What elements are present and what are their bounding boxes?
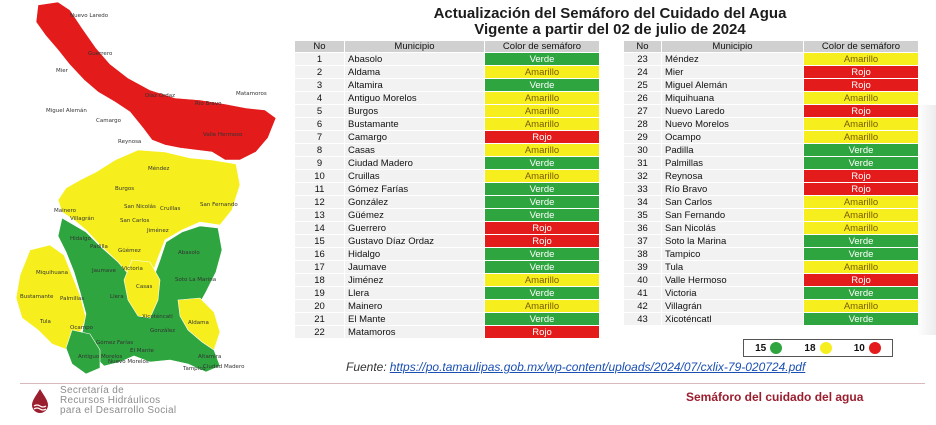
cell-municipio: Llera <box>345 287 485 300</box>
cell-no: 37 <box>624 235 662 248</box>
map-label: Jiménez <box>147 228 169 234</box>
cell-municipio: Palmillas <box>662 157 804 170</box>
cell-status: Rojo <box>804 274 919 287</box>
header-color: Color de semáforo <box>485 41 600 53</box>
page-title: Actualización del Semáforo del Cuidado del Agua <box>433 5 787 22</box>
map-label: Xicoténcatl <box>142 314 173 320</box>
source-label: Fuente: <box>346 360 387 374</box>
cell-status: Verde <box>485 313 600 326</box>
cell-no: 10 <box>295 170 345 183</box>
table-row <box>295 300 600 313</box>
cell-no: 41 <box>624 287 662 300</box>
cell-status: Rojo <box>804 66 919 79</box>
map-label: Soto La Marina <box>175 277 217 283</box>
table-row <box>295 261 600 274</box>
cell-no: 3 <box>295 79 345 92</box>
cell-no: 20 <box>295 300 345 313</box>
cell-no: 14 <box>295 222 345 235</box>
table-row <box>624 248 919 261</box>
cell-status: Verde <box>485 53 600 66</box>
table-row <box>624 222 919 235</box>
legend-count-rojo: 10 <box>853 342 865 354</box>
green-dot-icon <box>770 342 782 354</box>
map-label: Miguel Alemán <box>46 108 87 114</box>
cell-status: Amarillo <box>804 118 919 131</box>
cell-municipio: Antiguo Morelos <box>345 92 485 105</box>
map-label: Aldama <box>188 320 209 326</box>
table-row <box>624 144 919 157</box>
cell-status: Amarillo <box>804 300 919 313</box>
map-label: Antiguo Morelos <box>78 354 123 360</box>
cell-status: Rojo <box>485 235 600 248</box>
table-row <box>295 235 600 248</box>
map-label: Burgos <box>115 186 135 192</box>
cell-status: Verde <box>804 144 919 157</box>
legend-box <box>743 339 893 357</box>
cell-status: Rojo <box>485 131 600 144</box>
source-link[interactable]: https://po.tamaulipas.gob.mx/wp-content/uploads/2024/07/cxlix-79-020724.pdf <box>389 360 806 374</box>
cell-status: Amarillo <box>804 131 919 144</box>
cell-municipio: Ocampo <box>662 131 804 144</box>
cell-status: Rojo <box>804 79 919 92</box>
table-header-row <box>624 41 919 53</box>
cell-municipio: Abasolo <box>345 53 485 66</box>
cell-no: 9 <box>295 157 345 170</box>
cell-status: Amarillo <box>485 274 600 287</box>
map-label: Miquihuana <box>36 270 68 276</box>
page-subtitle: Vigente a partir del 02 de julio de 2024 <box>474 21 746 38</box>
cell-no: 29 <box>624 131 662 144</box>
cell-no: 30 <box>624 144 662 157</box>
cell-no: 21 <box>295 313 345 326</box>
map-label: Tampico <box>183 366 206 372</box>
map-label: Guerrero <box>88 51 113 57</box>
cell-no: 2 <box>295 66 345 79</box>
table-row <box>295 131 600 144</box>
map-label: Mier <box>56 68 68 74</box>
table-row <box>624 131 919 144</box>
map-label: Méndez <box>148 166 170 172</box>
map-label: Altamira <box>198 354 222 360</box>
header-no: No <box>295 41 345 53</box>
cell-municipio: Matamoros <box>345 326 485 339</box>
cell-municipio: Padilla <box>662 144 804 157</box>
map-label: Río Bravo <box>195 101 222 107</box>
cell-no: 32 <box>624 170 662 183</box>
org-name <box>60 386 176 416</box>
table-row <box>624 300 919 313</box>
map-label: San Fernando <box>200 202 238 208</box>
legend-item-verde <box>755 342 782 354</box>
cell-municipio: Tula <box>662 261 804 274</box>
map-label: Palmillas <box>60 296 85 302</box>
cell-no: 19 <box>295 287 345 300</box>
cell-no: 26 <box>624 92 662 105</box>
header-municipio: Municipio <box>662 41 804 53</box>
table-row <box>624 287 919 300</box>
map-label: Reynosa <box>118 139 142 145</box>
table-row <box>624 170 919 183</box>
cell-municipio: Gustavo Díaz Ordaz <box>345 235 485 248</box>
cell-status: Amarillo <box>804 209 919 222</box>
cell-status: Amarillo <box>485 92 600 105</box>
cell-no: 38 <box>624 248 662 261</box>
cell-municipio: González <box>345 196 485 209</box>
map-label: González <box>150 328 176 334</box>
org-block <box>26 386 176 416</box>
water-drop-logo-icon <box>26 387 54 415</box>
cell-municipio: Casas <box>345 144 485 157</box>
cell-municipio: Mier <box>662 66 804 79</box>
table-row <box>295 313 600 326</box>
table-row <box>624 313 919 326</box>
table-row <box>295 92 600 105</box>
cell-municipio: Altamira <box>345 79 485 92</box>
tamaulipas-map <box>0 0 290 380</box>
cell-municipio: Ciudad Madero <box>345 157 485 170</box>
cell-no: 39 <box>624 261 662 274</box>
map-label: San Carlos <box>120 218 150 224</box>
cell-status: Rojo <box>804 170 919 183</box>
cell-status: Verde <box>485 157 600 170</box>
cell-municipio: Villagrán <box>662 300 804 313</box>
cell-no: 22 <box>295 326 345 339</box>
cell-municipio: Jaumave <box>345 261 485 274</box>
map-label: Cruillas <box>160 206 181 212</box>
cell-no: 28 <box>624 118 662 131</box>
cell-municipio: Tampico <box>662 248 804 261</box>
org-line-3: para el Desarrollo Social <box>60 405 177 416</box>
cell-municipio: San Nicolás <box>662 222 804 235</box>
table-row <box>295 170 600 183</box>
municipios-table-left <box>294 40 600 339</box>
cell-no: 42 <box>624 300 662 313</box>
cell-municipio: San Fernando <box>662 209 804 222</box>
cell-municipio: Gómez Farías <box>345 183 485 196</box>
cell-status: Amarillo <box>485 105 600 118</box>
cell-no: 6 <box>295 118 345 131</box>
table-row <box>624 209 919 222</box>
table-row <box>295 196 600 209</box>
cell-status: Verde <box>804 287 919 300</box>
source-line <box>346 360 805 374</box>
cell-no: 16 <box>295 248 345 261</box>
map-label: San Nicolás <box>124 204 156 210</box>
map-label: Padilla <box>90 244 108 250</box>
cell-municipio: Camargo <box>345 131 485 144</box>
map-label: Abasolo <box>178 250 200 256</box>
map-label: Victoria <box>122 266 143 272</box>
table-row <box>295 287 600 300</box>
table-row <box>295 183 600 196</box>
cell-status: Verde <box>804 157 919 170</box>
table-row <box>295 79 600 92</box>
cell-status: Rojo <box>804 105 919 118</box>
table-row <box>624 66 919 79</box>
cell-no: 24 <box>624 66 662 79</box>
table-row <box>295 326 600 339</box>
cell-no: 18 <box>295 274 345 287</box>
cell-municipio: Bustamante <box>345 118 485 131</box>
cell-municipio: Cruillas <box>345 170 485 183</box>
legend-item-rojo <box>854 342 881 354</box>
header-municipio: Municipio <box>345 41 485 53</box>
table-row <box>624 183 919 196</box>
table-row <box>624 92 919 105</box>
header-no: No <box>624 41 662 53</box>
map-label: Matamoros <box>236 91 267 97</box>
cell-status: Verde <box>485 196 600 209</box>
cell-status: Amarillo <box>485 66 600 79</box>
cell-no: 15 <box>295 235 345 248</box>
map-label: Villagrán <box>70 216 95 222</box>
cell-no: 31 <box>624 157 662 170</box>
map-label: Camargo <box>96 118 121 124</box>
cell-municipio: Méndez <box>662 53 804 66</box>
cell-no: 27 <box>624 105 662 118</box>
map-label: Llera <box>110 294 124 300</box>
cell-municipio: Río Bravo <box>662 183 804 196</box>
cell-no: 23 <box>624 53 662 66</box>
cell-municipio: Guerrero <box>345 222 485 235</box>
cell-municipio: Aldama <box>345 66 485 79</box>
table-row <box>624 274 919 287</box>
map-label: Nuevo Morelos <box>108 359 149 365</box>
table-row <box>295 105 600 118</box>
cell-no: 5 <box>295 105 345 118</box>
legend-count-verde: 15 <box>755 342 767 354</box>
cell-municipio: Burgos <box>345 105 485 118</box>
cell-status: Verde <box>485 261 600 274</box>
footer-brand-label: Semáforo del cuidado del agua <box>686 390 864 404</box>
cell-municipio: Nuevo Laredo <box>662 105 804 118</box>
map-label: El Mante <box>130 348 154 354</box>
cell-no: 11 <box>295 183 345 196</box>
map-label: Bustamante <box>20 294 54 300</box>
cell-status: Amarillo <box>804 261 919 274</box>
cell-municipio: Soto la Marina <box>662 235 804 248</box>
cell-status: Verde <box>804 313 919 326</box>
municipios-table-right <box>623 40 919 326</box>
map-label: Mainero <box>54 208 77 214</box>
table-row <box>295 157 600 170</box>
cell-municipio: Nuevo Morelos <box>662 118 804 131</box>
cell-no: 33 <box>624 183 662 196</box>
cell-status: Verde <box>485 209 600 222</box>
cell-status: Amarillo <box>485 118 600 131</box>
cell-status: Verde <box>485 287 600 300</box>
cell-municipio: Jiménez <box>345 274 485 287</box>
table-row <box>295 144 600 157</box>
map-label: Jaumave <box>92 268 116 274</box>
map-label: Gómez Farías <box>96 340 134 346</box>
table-row <box>295 66 600 79</box>
cell-status: Amarillo <box>804 222 919 235</box>
cell-status: Verde <box>804 235 919 248</box>
table-row <box>295 274 600 287</box>
map-label: Güémez <box>118 248 141 254</box>
cell-no: 34 <box>624 196 662 209</box>
cell-no: 13 <box>295 209 345 222</box>
cell-no: 1 <box>295 53 345 66</box>
map-label: Tula <box>40 319 51 325</box>
cell-no: 12 <box>295 196 345 209</box>
cell-municipio: Xicoténcatl <box>662 313 804 326</box>
legend-item-amarillo <box>804 342 831 354</box>
cell-status: Amarillo <box>485 170 600 183</box>
watermark-decoration <box>917 105 936 335</box>
cell-no: 40 <box>624 274 662 287</box>
cell-status: Rojo <box>485 222 600 235</box>
map-label: Hidalgo <box>70 236 91 242</box>
map-label: Casas <box>136 284 153 290</box>
cell-municipio: Miquihuana <box>662 92 804 105</box>
table-row <box>624 261 919 274</box>
table-row <box>624 157 919 170</box>
header-color: Color de semáforo <box>804 41 919 53</box>
cell-municipio: Mainero <box>345 300 485 313</box>
table-row <box>295 118 600 131</box>
cell-municipio: Reynosa <box>662 170 804 183</box>
cell-status: Amarillo <box>804 53 919 66</box>
cell-no: 7 <box>295 131 345 144</box>
table-row <box>624 196 919 209</box>
table-header-row <box>295 41 600 53</box>
cell-municipio: Güémez <box>345 209 485 222</box>
cell-status: Amarillo <box>804 92 919 105</box>
cell-no: 8 <box>295 144 345 157</box>
cell-no: 36 <box>624 222 662 235</box>
cell-status: Rojo <box>485 326 600 339</box>
org-line-1: Secretaría de <box>60 385 124 396</box>
cell-municipio: El Mante <box>345 313 485 326</box>
cell-status: Amarillo <box>485 300 600 313</box>
cell-no: 43 <box>624 313 662 326</box>
table-row <box>295 209 600 222</box>
table-row <box>624 53 919 66</box>
org-line-2: Recursos Hidráulicos <box>60 395 161 406</box>
red-dot-icon <box>869 342 881 354</box>
cell-municipio: Valle Hermoso <box>662 274 804 287</box>
map-label: Ocampo <box>70 325 93 331</box>
cell-status: Rojo <box>804 183 919 196</box>
cell-municipio: Miguel Alemán <box>662 79 804 92</box>
cell-no: 35 <box>624 209 662 222</box>
table-row <box>624 235 919 248</box>
cell-status: Amarillo <box>804 196 919 209</box>
cell-status: Verde <box>485 183 600 196</box>
map-label: Ciudad Madero <box>203 364 245 370</box>
yellow-dot-icon <box>820 342 832 354</box>
map-label: Nuevo Laredo <box>70 13 109 19</box>
cell-no: 17 <box>295 261 345 274</box>
table-row <box>295 53 600 66</box>
map-label: Díaz Ordaz <box>145 93 176 99</box>
cell-status: Verde <box>485 248 600 261</box>
cell-status: Verde <box>485 79 600 92</box>
cell-status: Amarillo <box>485 144 600 157</box>
cell-status: Verde <box>804 248 919 261</box>
cell-municipio: Victoria <box>662 287 804 300</box>
map-label: Valle Hermoso <box>203 132 243 138</box>
cell-municipio: San Carlos <box>662 196 804 209</box>
table-row <box>624 105 919 118</box>
cell-municipio: Hidalgo <box>345 248 485 261</box>
table-row <box>295 222 600 235</box>
cell-no: 4 <box>295 92 345 105</box>
cell-no: 25 <box>624 79 662 92</box>
legend-count-amarillo: 18 <box>804 342 816 354</box>
table-row <box>624 118 919 131</box>
table-row <box>624 79 919 92</box>
footer-divider <box>20 383 925 384</box>
table-row <box>295 248 600 261</box>
